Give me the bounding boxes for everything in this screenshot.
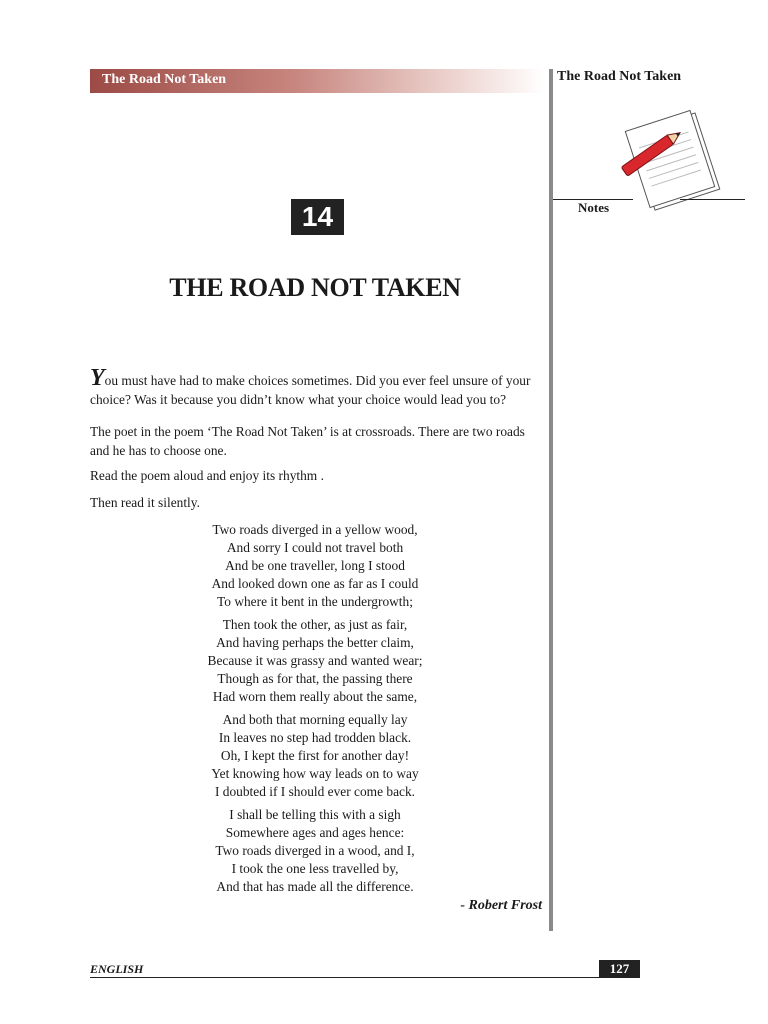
sidebar-title: The Road Not Taken — [557, 69, 682, 84]
intro-paragraph-2: The poet in the poem ‘The Road Not Taken’ is at crossroads. There are two roads and he has to choose one. — [90, 424, 525, 458]
poem-line: Though as for that, the passing there — [217, 671, 413, 686]
poem-stanza — [180, 711, 450, 801]
poem-stanza — [180, 806, 450, 896]
intro-paragraph-1 — [90, 365, 545, 409]
poem-line: And having perhaps the better claim, — [216, 635, 414, 650]
poem-line: I doubted if I should ever come back. — [214, 784, 416, 799]
running-header-title: The Road Not Taken — [102, 72, 227, 87]
poem-line: And both that morning equally lay — [222, 712, 408, 727]
poem-line: And be one traveller, long I stood — [225, 558, 405, 573]
poem-line: Two roads diverged in a yellow wood, — [212, 522, 418, 537]
poem-line: And that has made all the difference. — [216, 879, 414, 894]
poem-line: Yet knowing how way leads on to way — [211, 766, 419, 781]
chapter-number-badge: 14 — [291, 199, 344, 235]
page-number: 127 — [599, 960, 640, 978]
poem-line: To where it bent in the undergrowth; — [217, 594, 413, 609]
poem-stanza — [180, 521, 450, 611]
intro-paragraph-1-text: ou must have had to make choices sometimes. Did you ever feel unsure of your choice? Was it because you didn’t know what your choice would lead you to? — [90, 373, 531, 407]
footer-rule — [90, 977, 640, 978]
poem-line: Somewhere ages and ages hence: — [225, 825, 405, 840]
footer-subject: ENGLISH — [90, 962, 144, 976]
notes-pencil-icon — [618, 105, 723, 213]
poem-author: - Robert Frost — [460, 898, 542, 913]
intro-paragraph-3: Read the poem aloud and enjoy its rhythm . — [90, 468, 324, 483]
chapter-title: THE ROAD NOT TAKEN — [169, 273, 461, 302]
poem-line: Two roads diverged in a wood, and I, — [215, 843, 415, 858]
poem-line: I shall be telling this with a sigh — [229, 807, 401, 822]
poem-line: Had worn them really about the same, — [212, 689, 418, 704]
poem-line: Because it was grassy and wanted wear; — [207, 653, 423, 668]
intro-paragraph-4: Then read it silently. — [90, 495, 200, 510]
poem-line: In leaves no step had trodden black. — [218, 730, 412, 745]
poem-line: And sorry I could not travel both — [226, 540, 404, 555]
poem — [180, 521, 450, 901]
notes-label: Notes — [578, 200, 610, 215]
poem-line: I took the one less travelled by, — [231, 861, 399, 876]
poem-line: Oh, I kept the first for another day! — [220, 748, 410, 763]
notes-rule-right — [680, 199, 745, 200]
poem-stanza — [180, 616, 450, 706]
poem-line: Then took the other, as just as fair, — [222, 617, 408, 632]
running-header-bar — [90, 69, 545, 93]
drop-cap: Y — [90, 365, 105, 391]
poem-line: And looked down one as far as I could — [211, 576, 419, 591]
